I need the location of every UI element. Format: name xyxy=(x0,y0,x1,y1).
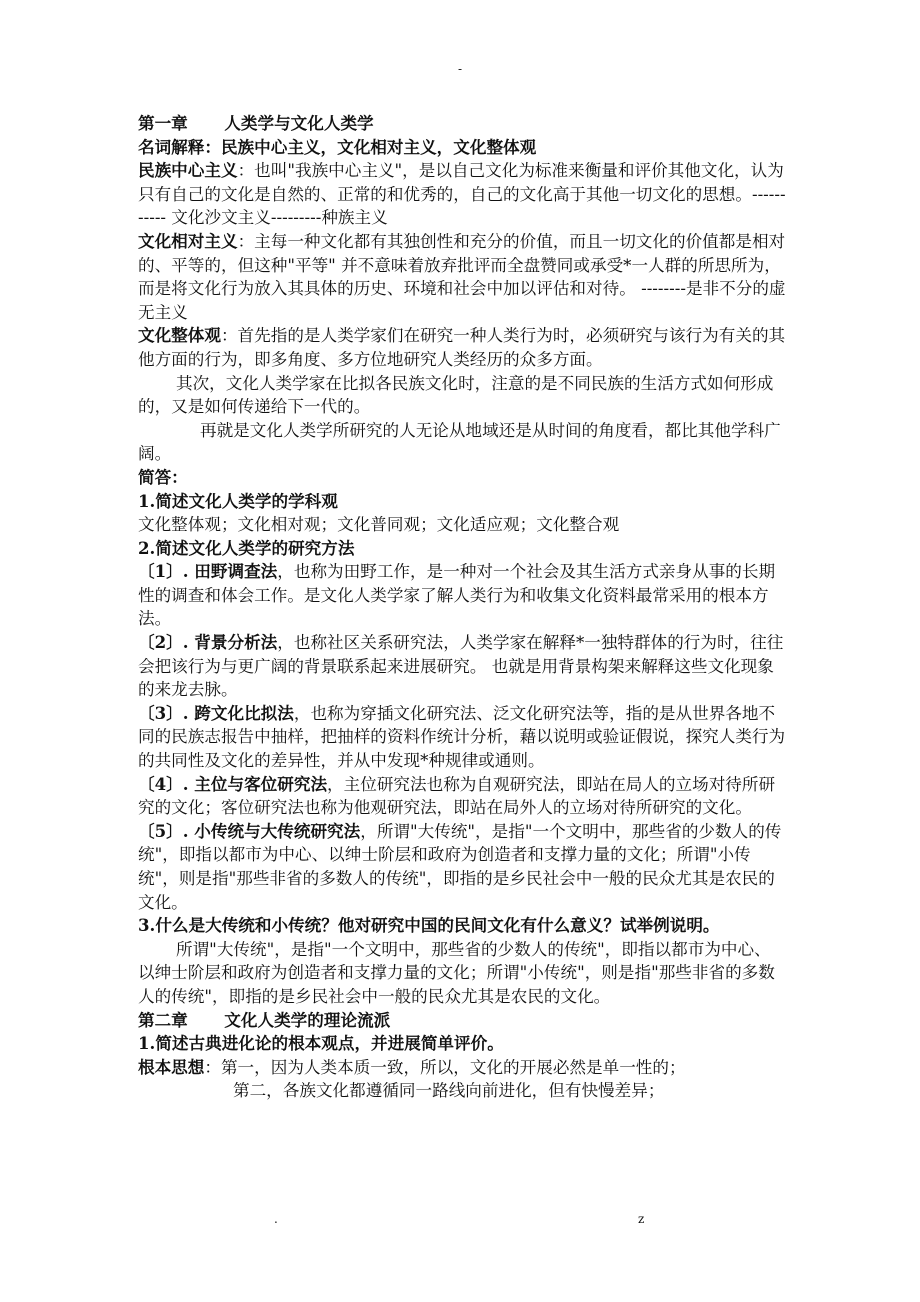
method-1-paragraph xyxy=(138,560,786,631)
holism-paragraph xyxy=(138,324,786,371)
question-3-title: 3.什么是大传统和小传统？他对研究中国的民间文化有什么意义？试举例说明。 xyxy=(138,915,720,936)
chapter-2-heading xyxy=(138,1009,786,1033)
method-3-text: ，也称为穿插文化研究法、泛文化研究法等，指的是从世界各地不同的民族志报告中抽样，把抽样的资料作统计分析，藉以说明或验证假说，探究人类行为的共同性及文化的差异性，并从中发现*种规律或通则。 xyxy=(138,703,786,771)
ethnocentrism-term: 民族中心主义 xyxy=(138,160,238,181)
basic-idea-label: 根本思想 xyxy=(138,1056,205,1077)
terms-label: 名词解释： xyxy=(138,136,221,157)
holism-third: 再就是文化人类学所研究的人无论从地域还是从时间的角度看，都比其他学科广阔。 xyxy=(138,420,781,464)
relativism-text: ：主每一种文化都有其独创性和充分的价值，而且一切文化的价值都是相对的、平等的，但这种"平等" 并不意味着放弃批评而全盘赞同或承受*一人群的所思所为，而是将文化行为放入其具体的历史、环境和社会中加以评估和对待。 --------是非不分的虚无主义 xyxy=(138,231,786,322)
question-2-title: 2.简述文化人类学的研究方法 xyxy=(138,537,355,558)
method-3-head: 〔3〕. 跨文化比拟法 xyxy=(138,702,294,723)
short-answer-label: 简答： xyxy=(138,466,188,487)
terms-list: 民族中心主义，文化相对主义，文化整体观 xyxy=(220,136,537,157)
page-header-mark: - xyxy=(457,62,463,76)
method-2-head: 〔2〕. 背景分析法 xyxy=(138,632,278,653)
footer-right-mark: z xyxy=(638,1212,645,1226)
question-3-answer: 所谓"大传统"，是指"一个文明中，那些省的少数人的传统"，即指以都市为中心、以绅士阶层和政府为创造者和支撑力量的文化；所谓"小传统"，则是指"那些非省的多数人的传统"，即指的是乡民社会中一般的民众尤其是农民的文化。 xyxy=(138,939,775,1006)
method-2-paragraph xyxy=(138,631,786,702)
chapter-2-title: 文化人类学的理论流派 xyxy=(224,1009,391,1030)
ch2-question-1-title: 1.简述古典进化论的根本观点，并进展简单评价。 xyxy=(138,1033,504,1054)
chapter-2-number: 第二章 xyxy=(138,1009,188,1030)
holism-second: 其次，文化人类学家在比拟各民族文化时，注意的是不同民族的生活方式如何形成的，又是如何传递给下一代的。 xyxy=(138,373,774,417)
method-5-paragraph xyxy=(138,820,786,914)
method-1-text: ，也称为田野工作，是一种对一个社会及其生活方式亲身从事的长期性的调查和体会工作。是文化人类学家了解人类行为和收集文化资料最常采用的根本方法。 xyxy=(138,562,776,629)
method-4-text: ，主位研究法也称为自观研究法，即站在局人的立场对待所研究的文化；客位研究法也称为他观研究法，即站在局外人的立场对待所研究的文化。 xyxy=(138,774,776,818)
method-5-head: 〔5〕. 小传统与大传统研究法 xyxy=(138,820,361,841)
chapter-1-title: 人类学与文化人类学 xyxy=(224,113,374,133)
basic-idea-point-2: 第二，各族文化都遵循同一路线向前进化，但有快慢差异； xyxy=(233,1081,665,1101)
relativism-paragraph xyxy=(138,230,786,324)
chapter-1-number: 第一章 xyxy=(138,113,188,133)
relativism-term: 文化相对主义 xyxy=(138,230,238,251)
ethnocentrism-paragraph xyxy=(138,159,786,230)
method-5-text: ，所谓"大传统"，是指"一个文明中，那些省的少数人的传统"，即指以都市为中心、以绅士阶层和政府为创造者和支撑力量的文化；所谓"小传统"，则是指"那些非省的多数人的传统"，即指的是乡民社会中一般的民众尤其是农民的文化。 xyxy=(138,821,782,912)
footer-left-mark: . xyxy=(274,1212,278,1226)
basic-idea-line-1 xyxy=(138,1056,786,1080)
method-4-head: 〔4〕. 主位与客位研究法 xyxy=(138,773,328,794)
method-1-head: 〔1〕. 田野调查法 xyxy=(138,561,278,582)
holism-term: 文化整体观 xyxy=(138,325,221,346)
question-1-answer: 文化整体观；文化相对观；文化普同观；文化适应观；文化整合观 xyxy=(138,515,620,535)
method-2-text: ，也称社区关系研究法，人类学家在解释*一独特群体的行为时，往往会把该行为与更广阔的背景联系起来进展研究。 也就是用背景构架来解释这些文化现象的来龙去脉。 xyxy=(138,633,784,700)
chapter-1-heading xyxy=(138,112,786,136)
method-4-paragraph xyxy=(138,773,786,820)
holism-text: ：首先指的是人类学家们在研究一种人类行为时，必须研究与该行为有关的其他方面的行为，即多角度、多方位地研究人类经历的众多方面。 xyxy=(138,326,786,369)
method-3-paragraph xyxy=(138,702,786,773)
ethnocentrism-text: ：也叫"我族中心主义"，是以自己文化为标准来衡量和评价其他文化，认为只有自己的文化是自然的、正常的和优秀的，自己的文化高于其他一切文化的思想。----------- 文化沙文主义---------种族主义 xyxy=(138,161,786,228)
question-1-title: 1.简述文化人类学的学科观 xyxy=(138,490,338,511)
terms-line xyxy=(138,136,786,160)
basic-idea-point-1: ：第一，因为人类本质一致，所以，文化的开展必然是单一性的； xyxy=(204,1057,686,1077)
document-body xyxy=(138,112,786,1103)
